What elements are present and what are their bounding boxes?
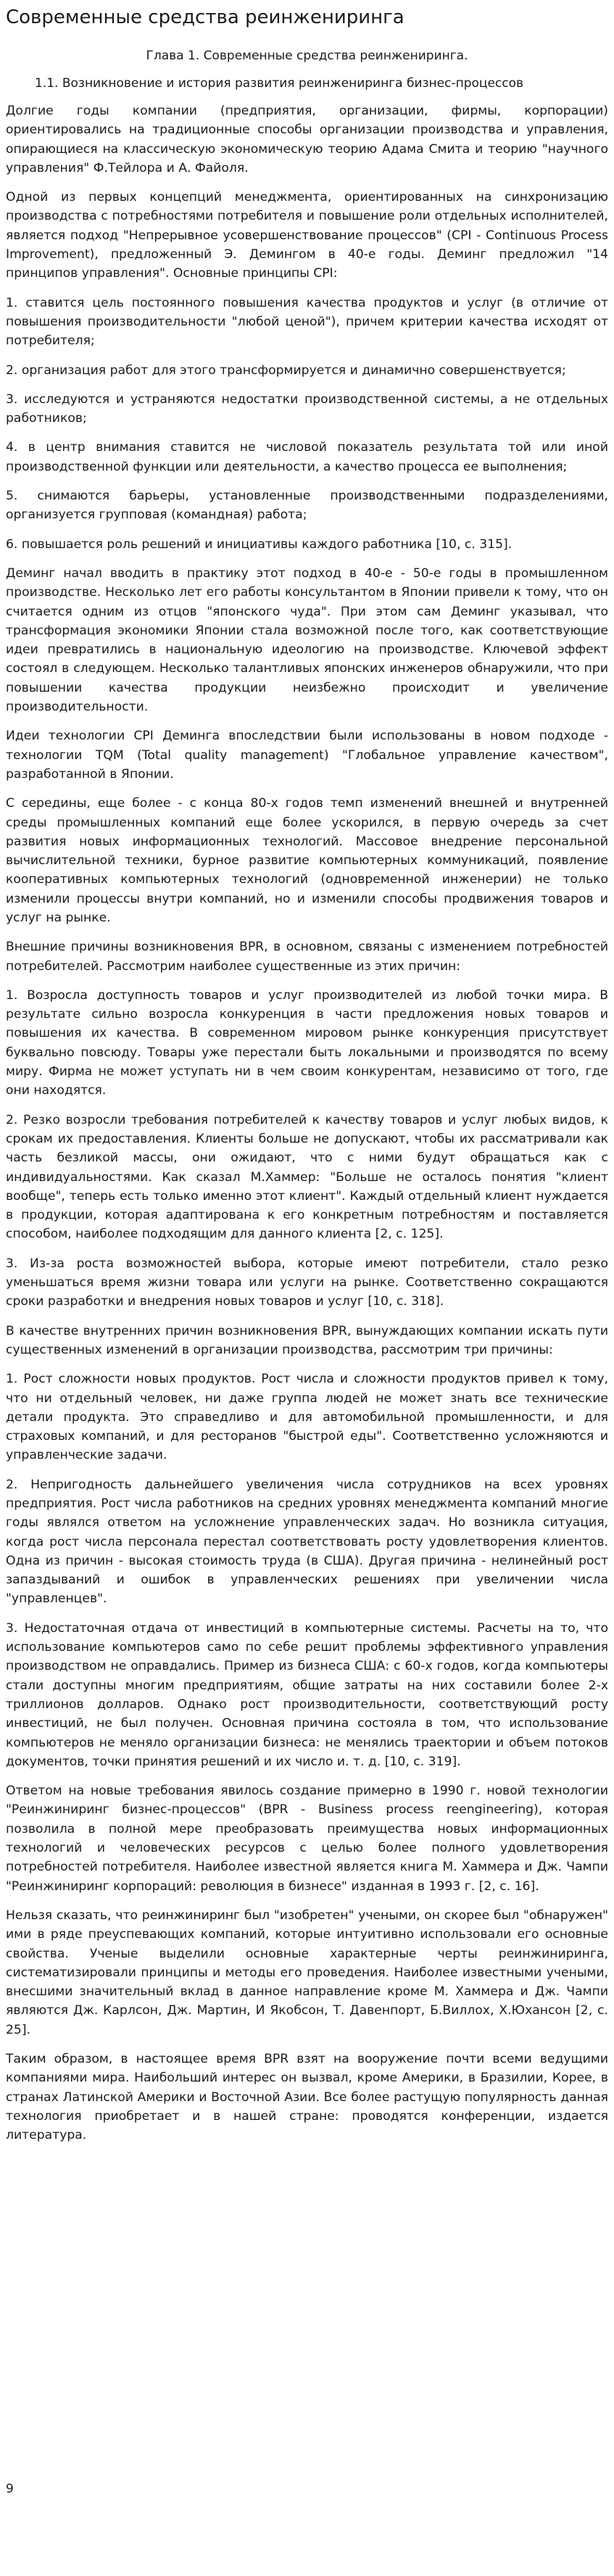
list-item: 2. Непригодность дальнейшего увеличения числа сотрудников на всех уровнях предприятия. Рост числа работников на средних уровнях менеджмента компаний многие годы являлся ответом на усложнение управленческих задач. Но возникла ситуация, когда рост числа персонала перестал соответствовать росту удовлетворения клиентов. Одна из причин - высокая стоимость труда (в США). Другая причина - нелинейный рост запаздываний и ошибок в управленческих решениях при увеличении числа "управленцев". [6,1477,608,1607]
page-number: 9 [6,2482,14,2496]
paragraph: В качестве внутренних причин возникновения BPR, вынуждающих компании искать пути существенных изменений в организации производства, рассмотрим три причины: [6,1323,608,1357]
paragraph: С середины, еще более - с конца 80-х годов темп изменений внешней и внутренней среды промышленных компаний еще более ускорился, в первую очередь за счет развития новых информационных технологий. Массовое внедрение персональной вычислительной техники, бурное развитие компьютерных коммуникаций, появление кооперативных компьютерных технологий (одновременной инженерии) не только изменили процессы внутри компаний, но и изменили способы продвижения товаров и услуг на рынке. [6,796,608,925]
paragraph: Таким образом, в настоящее время BPR взят на вооружение почти всеми ведущими компаниями мира. Наибольший интерес он вызвал, кроме Америки, в Бразилии, Корее, в странах Латинской Америки и Восточной Азии. Все более растущую популярность данная технология приобретает и в нашей стране: проводятся конференции, издается литература. [6,2052,608,2143]
paragraph: Одной из первых концепций менеджмента, ориентированных на синхронизацию производства с потребностями потребителя и повышение роли отдельных исполнителей, является подход "Непрерывное усовершенствование процессов" (CPI - Continuous Process Improvement), предложенный Э. Демингом в 40-е годы. Деминг предложил "14 принципов управления". Основные принципы CPI: [6,190,608,281]
chapter-heading: Глава 1. Современные средства реинжениринга. [146,49,468,63]
list-item: 1. Рост сложности новых продуктов. Рост числа и сложности продуктов привел к тому, что ни отдельный человек, ни даже группа людей не может знать все технические детали продукта. Это справедливо и для автомобильной промышленности, и для страховых компаний, и для ресторанов "быстрой еды". Соответственно усложняются и управленческие задачи. [6,1372,608,1463]
list-item: 4. в центр внимания ставится не числовой показатель результата той или иной производственной функции или деятельности, а качество процесса ее выполнения; [6,440,608,474]
paragraph: Внешние причины возникновения BPR, в основном, связаны с изменением потребностей потребителей. Рассмотрим наиболее существенные из этих причин: [6,940,608,974]
list-item: 6. повышается роль решений и инициативы каждого работника [10, с. 315]. [6,537,513,552]
document-body [6,102,608,2145]
list-item: 2. Резко возросли требования потребителей к качеству товаров и услуг любых видов, к срокам их предоставления. Клиенты больше не допускают, чтобы их рассматривали как часть безликой массы, они ожидают, что с ними будут обращаться как с индивидуальностями. Как сказал М.Хаммер: "Больше не осталось понятия "клиент вообще", теперь есть только именно этот клиент". Каждый отдельный клиент нуждается в продукции, которая адаптирована к его конкретным потребностям и поставляется способом, наиболее подходящим для данного клиента [2, с. 125]. [6,1112,608,1242]
document-title: Современные средства реинжениринга [6,7,405,28]
paragraph: Деминг начал вводить в практику этот подход в 40-е - 50-е годы в промышленном производстве. Несколько лет его работы консультантом в Японии привели к тому, что он считается одним из отцов "японского чуда". При этом сам Деминг указывал, что трансформация экономики Японии стала возможной после того, как соответствующие идеи превратились в национальную идеологию на производстве. Ключевой эффект состоял в следующем. Несколько талантливых японских инженеров обнаружили, что при повышении качества продукции неизбежно происходит и увеличение производительности. [6,566,608,715]
list-item: 3. исследуются и устраняются недостатки производственной системы, а не отдельных работников; [6,392,608,426]
list-item: 5. снимаются барьеры, установленные производственными подразделениями, организуется групповая (командная) работа; [6,489,608,523]
section-heading: 1.1. Возникновение и история развития реинжениринга бизнес-процессов [35,76,524,91]
list-item: 1. Возросла доступность товаров и услуг производителей из любой точки мира. В результате сильно возросла конкуренция в части предложения новых товаров и повышения их качества. В современном мировом рынке конкуренция присутствует буквально повсюду. Товары уже перестали быть локальными и производятся по всему миру. Фирма не может уступать ни в чем своим конкурентам, независимо от того, где они находятся. [6,987,608,1098]
paragraph: Долгие годы компании (предприятия, организации, фирмы, корпорации) ориентировались на традиционные способы организации производства и управления, опирающиеся на классическую экономическую теорию Адама Смита и теорию "научного управления" Ф.Тейлора и А. Файоля. [6,104,608,175]
paragraph: Ответом на новые требования явилось создание примерно в 1990 г. новой технологии "Реинжиниринг бизнес-процессов" (BPR - Business process reengineering), которая позволила в полной мере преобразовать преимущества новых информационных технологий и человеческих ресурсов с целью более полного удовлетворения потребностей потребителя. Наиболее известной является книга М. Хаммера и Дж. Чампи "Реинжиниринг корпораций: революция в бизнесе" изданная в 1993 г. [2, с. 16]. [6,1784,608,1894]
list-item: 3. Недостаточная отдача от инвестиций в компьютерные системы. Расчеты на то, что использование компьютеров само по себе решит проблемы эффективного управления производством не оправдались. Пример из бизнеса США: с 60-х годов, когда компьютеры стали доступны многим предприятиям, общие затраты на них составили более 2-х триллионов долларов. Однако рост производительности, соответствующий росту инвестиций, не был получен. Основная причина состояла в том, что использование компьютеров не меняло организации бизнеса: не менялись траектории и объем потоков документов, точки принятия решений и их число и. т. д. [10, с. 319]. [6,1620,608,1769]
list-item: 2. организация работ для этого трансформируется и динамично совершенствуется; [6,363,566,378]
paragraph: Нельзя сказать, что реинжиниринг был "изобретен" учеными, он скорее был "обнаружен" ими в ряде преуспевающих компаний, которые интуитивно использовали его основные свойства. Ученые выделили основные характерные черты реинжиниринга, систематизировали принципы и методы его проведения. Наиболее известными учеными, внесшими значительный вклад в данное направление кроме М. Хаммера и Дж. Чампи являются Дж. Карлсон, Дж. Мартин, И Якобсон, Т. Давенпорт, Б.Виллох, Х.Юхансон [2, с. 25]. [6,1908,608,2037]
list-item: 1. ставится цель постоянного повышения качества продуктов и услуг (в отличие от повышения производительности "любой ценой"), причем критерии качества исходят от потребителя; [6,295,608,349]
paragraph: Идеи технологии CPI Деминга впоследствии были использованы в новом подходе - технологии TQM (Total quality management) "Глобальное управление качеством", разработанной в Японии. [6,729,608,782]
list-item: 3. Из-за роста возможностей выбора, которые имеют потребители, стало резко уменьшаться время жизни товара или услуги на рынке. Соответственно сокращаются сроки разработки и внедрения новых товаров и услуг [10, с. 318]. [6,1256,608,1309]
